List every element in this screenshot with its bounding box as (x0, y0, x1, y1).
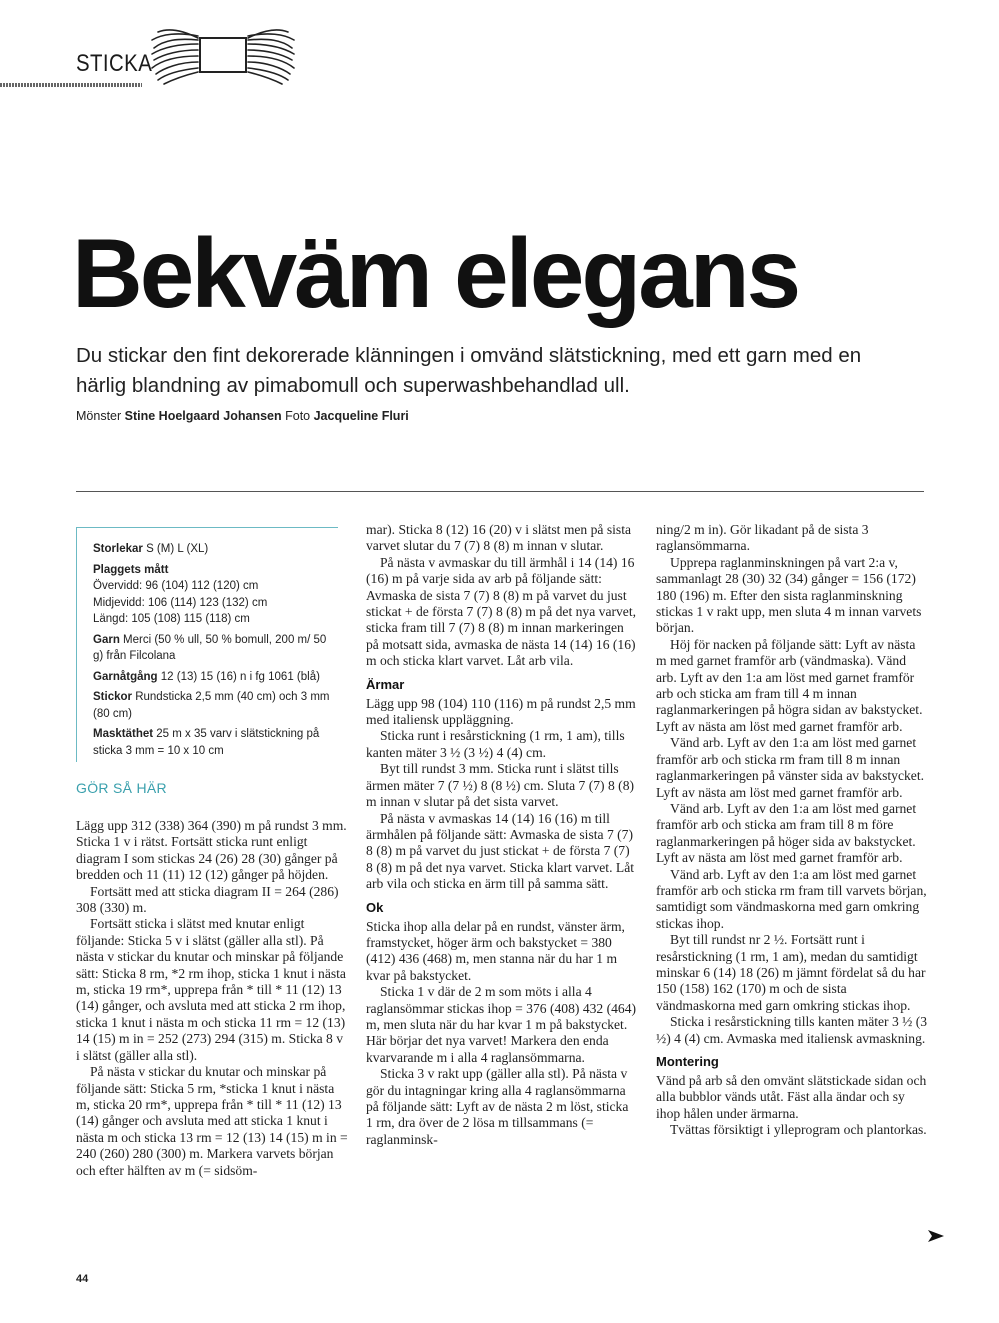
yoke-heading: Ok (366, 899, 384, 915)
spec-box (76, 527, 338, 762)
spec-yarn-value: Merci (50 % ull, 50 % bomull, 200 m/ 50 g) från Filcolana (93, 633, 327, 662)
pattern-designer: Stine Hoelgaard Johansen (124, 409, 282, 423)
spec-gauge-label: Masktäthet (93, 728, 154, 740)
spec-length: Längd: 105 (108) 115 (118) cm (93, 613, 250, 625)
paragraph: Sticka runt i resårstickning (1 rm, 1 am), tills kanten mäter 3 ½ (3 ½) 4 (4) cm. (366, 728, 625, 760)
credits (76, 409, 409, 423)
paragraph: mar). Sticka 8 (12) 16 (20) v i slätst men på sista varvet slutar du 7 (7) 8 (8) m innan v slutar. (366, 522, 632, 554)
divider (76, 491, 924, 492)
article-lead: Du stickar den fint dekorerade klänningen i omvänd slätstickning, med ett garn med en härlig blandning av pimabomull och superwashbehandlad ull. (76, 344, 862, 397)
paragraph: Vänd på arb så den omvänt slätstickade sidan och alla bubblor vänds utåt. Fäst alla ändar och sy ihop hålen under ärmarna. (656, 1073, 927, 1121)
paragraph: Byt till rundst nr 2 ½. Fortsätt runt i resårstickning (1 rm, 1 am), medan du samtidigt minskar 6 (14) 18 (26) m jämnt fördelat så du har 150 (158) 162 (170) m och de sista vändmaskorna med garn omkring stickas ihop. (656, 932, 926, 1013)
finishing-heading: Montering (656, 1054, 719, 1069)
spec-chest: Övervidd: 96 (104) 112 (120) cm (93, 580, 259, 592)
spec-waist: Midjevidd: 106 (114) 123 (132) cm (93, 596, 268, 609)
spec-gauge-value: 25 m x 35 varv i slätstickning på sticka 3 mm = 10 x 10 cm (93, 728, 320, 757)
paragraph: På nästa v avmaskas 14 (14) 16 (16) m till ärmhålen på följande sätt: Avmaska de sista 7 (7) 8 (8) m på varvet du just stickat + de första 7 (7) 8 (8) m på det nya varvet. Sticka klart varvet. Låt arb vila och sticka en ärm till på samma sätt. (366, 810, 634, 892)
sleeves-heading: Ärmar (366, 676, 405, 692)
paragraph: På nästa v stickar du knutar och minskar på följande sätt: Sticka 5 rm, *sticka 1 knut i nästa m, sticka 20 rm*, upprepa från * till * 11 (12) 13 (14) gånger och avsluta med att sticka 1 knut i nästa m och sticka 13 rm = 12 (13) 14 (15) m in = 240 (260) 280 (300) m. Markera varvets början och efter hälften av m (= sidsöm- (76, 1064, 348, 1178)
paragraph: Sticka i resårstickning tills kanten mäter 3 ½ (3 ½) 4 (4) cm. Avmaska med italiensk avmaskning. (656, 1014, 928, 1046)
paragraph: Fortsätt sticka i slätst med knutar enligt följande: Sticka 5 v i slätst (gäller alla stl). På nästa v stickar du knutar och minskar på följande sätt: Sticka 8 rm, *2 rm ihop, sticka 1 knut i nästa m, sticka 19 rm*, upprepa från * till * 11 (12) 13 (14) gånger, och avsluta med att sticka 2 rm ihop, sticka 1 knut i nästa m och sticka 11 rm = 12 (13) 14 (15) m in = 252 (273) 294 (315) m. Sticka 8 v i slätst (gäller alla stl). (76, 916, 346, 1063)
yarn-skein-icon (148, 26, 298, 86)
section-label: STICKA (76, 50, 153, 77)
spec-yarn-amount (93, 669, 338, 686)
photo-label: Foto (285, 409, 311, 423)
paragraph: Höj för nacken på följande sätt: Lyft av nästa m med garnet framför arb (vändmaska). Vänd arb. Lyft av den 1:a am löst med garnet framför arb och sticka am fram till 4 m innan raglanmarkeringen på högra sidan av bakstycket. Lyft av nästa am löst med garnet framför arb. (656, 636, 923, 734)
spec-needles-value: Rundsticka 2,5 mm (40 cm) och 3 mm (80 cm) (93, 691, 330, 720)
spec-sizes-label: Storlekar (93, 543, 143, 555)
spec-yarn (93, 632, 338, 665)
text-column-2 (366, 522, 638, 1148)
continue-arrow-icon (928, 1230, 944, 1242)
paragraph: På nästa v avmaskar du till ärmhål i 14 (14) 16 (16) m på varje sida av arb på följande sätt: Avmaska de sista 7 (7) 8 (8) m på varvet du just stickat + de första 7 (7) 8 (8) m på det nya varvet, sticka fram till 7 (7) 8 (8) m innan markeringen på motsatt sida, avmaska de nästa 14 (14) 16 (16) m och sticka klart varvet. Låt arb vila. (366, 554, 637, 669)
spec-sizes-value: S (M) L (XL) (146, 543, 209, 555)
text-column-3 (656, 522, 928, 1139)
article-title: Bekväm elegans (72, 218, 799, 328)
text-column-1 (76, 818, 348, 1179)
paragraph: Lägg upp 312 (338) 364 (390) m på rundst 3 mm. Sticka 1 v i rätst. Fortsätt sticka runt enligt diagram I som stickas 24 (26) 28 (30) gånger på bredden och 11 (11) 12 (12) gånger på höjden. (76, 818, 347, 883)
spec-measurements (93, 562, 338, 628)
paragraph: Upprepa raglanminskningen på vart 2:a v, sammanlagt 28 (30) 32 (34) gånger = 156 (172) 180 (196) m. Efter den sista raglanminskning stickas 1 v rakt upp, men sluta 4 m innan varvets början. (656, 554, 922, 636)
spec-yarn-amount-value: 12 (13) 15 (16) n i fg 1061 (blå) (160, 670, 320, 683)
page-number: 44 (76, 1273, 89, 1285)
section-rule (0, 83, 142, 87)
paragraph: Fortsätt med att sticka diagram II = 264 (286) 308 (330) m. (76, 883, 339, 916)
spec-gauge (93, 726, 341, 759)
pattern-label: Mönster (76, 409, 122, 423)
paragraph: Sticka 3 v rakt upp (gäller alla stl). På nästa v gör du intagningar kring alla 4 raglansömmarna på följande sätt: Lyft av de nästa 2 m löst, sticka 1 rm, dra över de 2 lösa m tillsammans (= raglanminsk- (366, 1066, 629, 1147)
spec-yarn-amount-label: Garnåtgång (93, 670, 158, 683)
spec-measurements-label: Plaggets mått (93, 563, 169, 576)
paragraph: Sticka ihop alla delar på en rundst, vänster ärm, framstycket, höger ärm och bakstycket = 380 (412) 436 (468) m, men stanna när du har 1 m kvar på bakstycket. (366, 918, 625, 983)
photographer: Jacqueline Fluri (313, 409, 409, 423)
spec-needles (93, 689, 333, 722)
paragraph: Byt till rundst 3 mm. Sticka runt i slätst tills ärmen mäter 7 (7 ½) 8 (8 ½) cm. Sluta 7 (7) 8 (8) m innan v slutar på det sista varvet. (366, 761, 635, 810)
paragraph: Vänd arb. Lyft av den 1:a am löst med garnet framför arb och sticka rm fram till varvets början, samtidigt som vändmaskorna med garn omkring stickas ihop. (656, 866, 927, 931)
spec-yarn-label: Garn (93, 633, 120, 646)
paragraph: Tvättas försiktigt i ylleprogram och plantorkas. (670, 1122, 927, 1138)
spec-needles-label: Stickor (93, 691, 132, 703)
instructions-heading: GÖR SÅ HÄR (76, 780, 167, 796)
spec-sizes (93, 541, 338, 558)
paragraph: Sticka 1 v där de 2 m som möts i alla 4 raglansömmar stickas ihop = 376 (408) 432 (464) m, men sluta när du har kvar 1 m på bakstycket. Här börjar det nya varvet! Markera den enda kvarvarande m i alla 4 raglansömmarna. (366, 984, 637, 1065)
paragraph: Vänd arb. Lyft av den 1:a am löst med garnet framför arb och sticka am fram till 8 m före raglanmarkeringen på höger sida av bakstycket. Lyft av nästa am löst med garnet framför arb. (656, 800, 917, 866)
paragraph: Vänd arb. Lyft av den 1:a am löst med garnet framför arb och sticka rm fram till 8 m innan raglanmarkeringen på vänster sida av bakstycket. Lyft av nästa am löst med garnet framför arb. (656, 735, 924, 800)
paragraph: Lägg upp 98 (104) 110 (116) m på rundst 2,5 mm med italiensk uppläggning. (366, 695, 636, 728)
paragraph: ning/2 m in). Gör likadant på de sista 3 raglansömmarna. (656, 522, 869, 554)
